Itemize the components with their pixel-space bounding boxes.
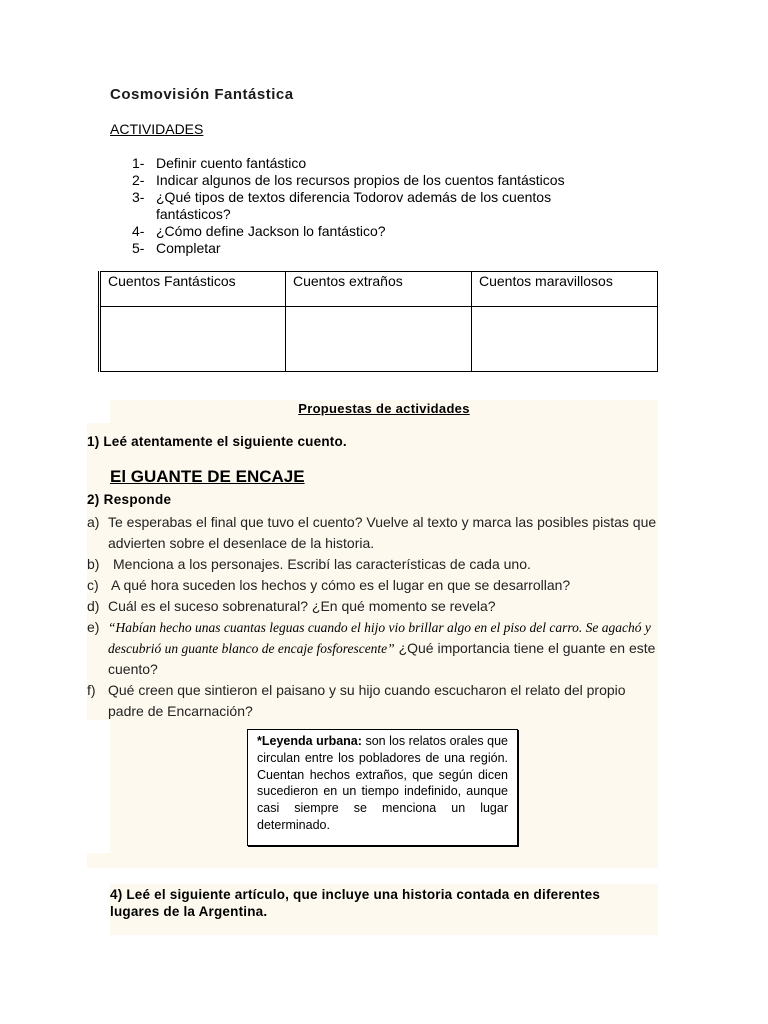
- list-item-number: 1-: [132, 155, 145, 171]
- question-text: Menciona a los personajes. Escribí las características de cada uno.: [113, 556, 531, 572]
- list-item: [132, 172, 626, 189]
- table-cell[interactable]: [286, 307, 472, 372]
- question-label: f): [87, 682, 96, 698]
- question-text-group: [108, 617, 657, 680]
- list-item: [132, 155, 626, 172]
- list-item: [132, 189, 626, 223]
- document-title: Cosmovisión Fantástica: [110, 86, 294, 103]
- story-title: El GUANTE DE ENCAJE: [110, 467, 305, 486]
- question-text: Qué creen que sintieron el paisano y su hijo cuando escucharon el relato del propio padre de Encarnación?: [108, 682, 626, 719]
- question-label: c): [87, 577, 99, 593]
- list-item-text: Indicar algunos de los recursos propios de los cuentos fantásticos: [156, 172, 565, 188]
- table-header-cell: Cuentos maravillosos: [472, 272, 658, 307]
- question-item-b: [87, 554, 657, 575]
- list-item-number: 5-: [132, 240, 145, 256]
- table-header-cell: Cuentos extraños: [286, 272, 472, 307]
- note-definition: son los relatos orales que circulan entre los pobladores de una región. Cuentan hechos extraños, que según dicen sucedieron en un tiempo indefinido, aunque casi siempre se menciona un lugar determinado.: [257, 734, 508, 832]
- question-item-d: [87, 596, 657, 617]
- question-label: e): [87, 619, 100, 635]
- list-item-number: 2-: [132, 172, 145, 188]
- question-text: A qué hora suceden los hechos y cómo es el lugar en que se desarrollan?: [111, 577, 571, 593]
- table-row: [100, 307, 658, 372]
- table-header-cell: Cuentos Fantásticos: [100, 272, 286, 307]
- question-1: 1) Leé atentamente el siguiente cuento.: [87, 434, 347, 449]
- urban-legend-note: [247, 729, 518, 846]
- table-cell[interactable]: [472, 307, 658, 372]
- question-4: 4) Leé el siguiente artículo, que incluye una historia contada en diferentes lugares de la Argentina.: [110, 887, 601, 919]
- list-item-text: Definir cuento fantástico: [156, 155, 307, 171]
- list-item-number: 3-: [132, 189, 145, 205]
- list-item-text: Completar: [156, 240, 221, 256]
- question-2: 2) Responde: [87, 492, 172, 507]
- list-item-number: 4-: [132, 223, 145, 239]
- activities-list: [132, 155, 626, 257]
- question-text: Cuál es el suceso sobrenatural? ¿En qué momento se revela?: [108, 598, 496, 614]
- list-item-text: ¿Cómo define Jackson lo fantástico?: [156, 223, 386, 239]
- table-header-row: [100, 272, 658, 307]
- question-text: Te esperabas el final que tuvo el cuento? Vuelve al texto y marca las posibles pistas que advierten sobre el desenlace de la historia.: [108, 514, 657, 551]
- question-label: d): [87, 598, 100, 614]
- question-text: ¿Qué importancia tiene el guante en este cuento?: [108, 640, 656, 677]
- question-label: b): [87, 556, 100, 572]
- question-item-f: [87, 680, 657, 722]
- question-item-c: [87, 575, 657, 596]
- activities-heading: ACTIVIDADES: [110, 121, 204, 137]
- question-item-a: [87, 512, 657, 554]
- list-item: [132, 240, 626, 257]
- note-term: *Leyenda urbana:: [257, 734, 362, 748]
- question-list: [87, 512, 657, 722]
- panel-margin: [87, 720, 110, 853]
- panel-margin: [87, 400, 110, 423]
- question-label: a): [87, 514, 100, 530]
- list-item-text: ¿Qué tipos de textos diferencia Todorov además de los cuentos fantásticos?: [156, 189, 552, 222]
- proposals-title: Propuestas de actividades: [298, 401, 470, 416]
- story-types-table: [98, 271, 658, 372]
- story-quote: “Habían hecho unas cuantas leguas cuando el hijo vio brillar algo en el piso del carro. Se agachó y descubrió un guante blanco de encaje fosforescente”: [108, 620, 651, 656]
- table-cell[interactable]: [100, 307, 286, 372]
- list-item: [132, 223, 626, 240]
- question-item-e: [87, 617, 657, 680]
